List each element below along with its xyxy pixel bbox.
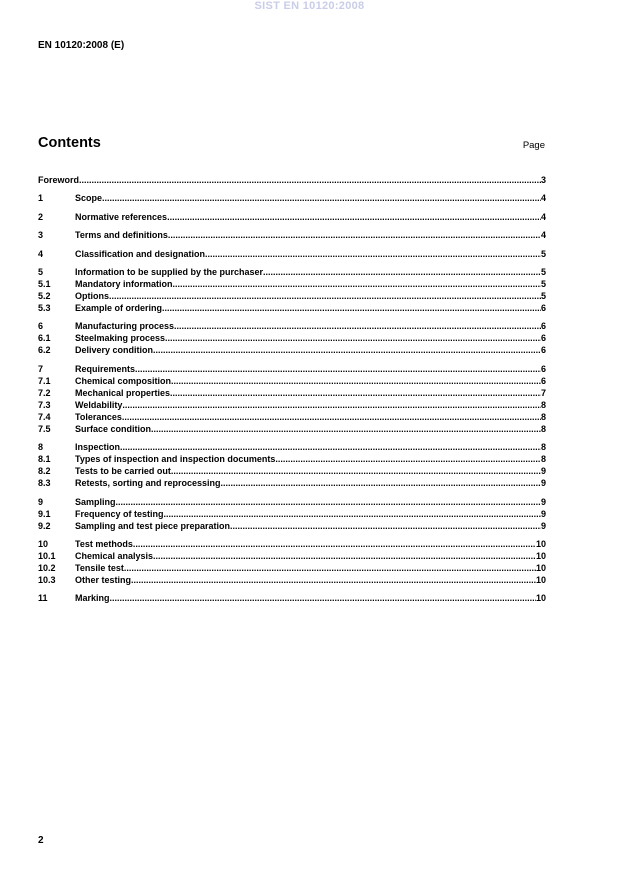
toc-entry-number: 7.5 bbox=[38, 423, 51, 434]
toc-entry[interactable] bbox=[38, 399, 546, 411]
toc-entry[interactable] bbox=[38, 496, 546, 508]
toc-entry-line bbox=[75, 423, 546, 435]
toc-entry-page: 5 bbox=[540, 278, 546, 289]
toc-entry-title: Sampling and test piece preparation bbox=[75, 520, 231, 531]
toc-entry[interactable] bbox=[38, 363, 546, 375]
toc-entry-line bbox=[75, 192, 546, 204]
toc-entry-line bbox=[75, 399, 546, 411]
toc-entry-page: 3 bbox=[540, 175, 546, 185]
toc-dot-leader bbox=[205, 248, 541, 260]
toc-entry-title: Steelmaking process bbox=[75, 333, 166, 344]
toc-entry-page: 9 bbox=[540, 508, 546, 519]
toc-entry-number: 7.1 bbox=[38, 375, 51, 386]
toc-entry[interactable] bbox=[38, 441, 546, 453]
toc-dot-leader bbox=[110, 592, 536, 604]
toc-entry[interactable] bbox=[38, 192, 546, 204]
toc-entry-number: 7.2 bbox=[38, 387, 51, 398]
toc-entry[interactable] bbox=[38, 387, 546, 399]
toc-entry-page: 6 bbox=[540, 375, 546, 386]
toc-entry[interactable] bbox=[38, 453, 546, 465]
toc-entry-page: 6 bbox=[540, 302, 546, 313]
toc-entry-title: Manufacturing process bbox=[75, 321, 175, 332]
toc-entry[interactable] bbox=[38, 574, 546, 586]
toc-entry-number: 5.3 bbox=[38, 302, 51, 313]
toc-entry-line bbox=[75, 344, 546, 356]
toc-entry[interactable] bbox=[38, 562, 546, 574]
toc-dot-leader bbox=[221, 477, 541, 489]
toc-entry-number: 9.2 bbox=[38, 520, 51, 531]
toc-dot-leader bbox=[122, 399, 541, 411]
toc-entry-line bbox=[75, 550, 546, 562]
toc-dot-leader bbox=[174, 320, 541, 332]
toc-entry-number: 7.3 bbox=[38, 399, 51, 410]
toc-entry-line bbox=[38, 174, 546, 186]
toc-entry-number: 10.1 bbox=[38, 550, 56, 561]
toc-entry-number: 8.2 bbox=[38, 466, 51, 477]
toc-entry-line bbox=[75, 453, 546, 465]
toc-entry[interactable] bbox=[38, 592, 546, 604]
toc-entry[interactable] bbox=[38, 248, 546, 260]
toc-entry-number: 11 bbox=[38, 593, 48, 604]
toc-dot-leader bbox=[151, 423, 541, 435]
toc-entry-page: 8 bbox=[540, 423, 546, 434]
toc-entry-line bbox=[75, 411, 546, 423]
toc-dot-leader bbox=[170, 387, 541, 399]
toc-entry-page: 8 bbox=[540, 411, 546, 422]
contents-title: Contents bbox=[38, 135, 101, 151]
toc-entry-line bbox=[75, 508, 546, 520]
toc-entry-title: Tests to be carried out bbox=[75, 466, 171, 477]
toc-dot-leader bbox=[79, 174, 541, 186]
toc-entry-title: Foreword bbox=[38, 175, 80, 185]
toc-dot-leader bbox=[116, 496, 541, 508]
toc-entry-number: 7 bbox=[38, 363, 44, 374]
toc-entry-number: 6.2 bbox=[38, 345, 51, 356]
toc-entry[interactable] bbox=[38, 465, 546, 477]
toc-entry-title: Mandatory information bbox=[75, 278, 173, 289]
document-id: EN 10120:2008 (E) bbox=[38, 40, 125, 51]
toc-entry-line bbox=[75, 387, 546, 399]
toc-entry[interactable] bbox=[38, 174, 546, 186]
toc-dot-leader bbox=[165, 332, 541, 344]
toc-dot-leader bbox=[133, 538, 536, 550]
toc-entry-number: 5.2 bbox=[38, 290, 51, 301]
toc-entry-number: 9.1 bbox=[38, 508, 51, 519]
toc-entry-page: 9 bbox=[540, 466, 546, 477]
toc-entry[interactable] bbox=[38, 477, 546, 489]
toc-entry-line bbox=[75, 320, 546, 332]
toc-dot-leader bbox=[120, 441, 541, 453]
toc-entry-line bbox=[75, 266, 546, 278]
toc-entry-page: 10 bbox=[535, 550, 546, 561]
toc-entry-number: 6 bbox=[38, 321, 44, 332]
toc-entry-number: 8 bbox=[38, 442, 44, 453]
toc-entry-title: Weldability bbox=[75, 399, 123, 410]
toc-entry-page: 6 bbox=[540, 333, 546, 344]
toc-dot-leader bbox=[173, 278, 541, 290]
toc-entry-number: 2 bbox=[38, 211, 44, 222]
toc-entry-title: Mechanical properties bbox=[75, 387, 171, 398]
toc-entry-title: Tolerances bbox=[75, 411, 122, 422]
toc-entry-page: 10 bbox=[535, 538, 546, 549]
toc-entry[interactable] bbox=[38, 550, 546, 562]
toc-entry-line bbox=[75, 477, 546, 489]
toc-entry-line bbox=[75, 375, 546, 387]
toc-dot-leader bbox=[135, 363, 541, 375]
toc-entry-line bbox=[75, 465, 546, 477]
toc-entry-line bbox=[75, 441, 546, 453]
toc-dot-leader bbox=[164, 508, 541, 520]
toc-entry-number: 6.1 bbox=[38, 333, 51, 344]
toc-entry[interactable] bbox=[38, 508, 546, 520]
toc-dot-leader bbox=[275, 453, 541, 465]
toc-dot-leader bbox=[153, 344, 541, 356]
toc-entry-page: 5 bbox=[540, 248, 546, 259]
toc-entry-number: 5.1 bbox=[38, 278, 51, 289]
toc-entry-title: Sampling bbox=[75, 496, 116, 507]
toc-entry[interactable] bbox=[38, 520, 546, 532]
toc-entry-number: 8.3 bbox=[38, 478, 51, 489]
toc-entry-title: Requirements bbox=[75, 363, 136, 374]
page-column-label: Page bbox=[522, 140, 545, 151]
page-number: 2 bbox=[38, 835, 44, 846]
toc-entry-line bbox=[75, 496, 546, 508]
watermark: SIST EN 10120:2008 bbox=[254, 0, 365, 12]
toc-entry-line bbox=[75, 248, 546, 260]
toc-entry-page: 6 bbox=[540, 345, 546, 356]
toc-entry-page: 5 bbox=[540, 290, 546, 301]
toc-entry-title: Retests, sorting and reprocessing bbox=[75, 478, 221, 489]
toc-dot-leader bbox=[124, 562, 536, 574]
toc-entry[interactable] bbox=[38, 278, 546, 290]
toc-entry-line bbox=[75, 538, 546, 550]
toc-entry-line bbox=[75, 290, 546, 302]
toc-entry-page: 9 bbox=[540, 520, 546, 531]
toc-entry[interactable] bbox=[38, 411, 546, 423]
toc-entry-number: 4 bbox=[38, 248, 44, 259]
toc-entry[interactable] bbox=[38, 344, 546, 356]
toc-entry[interactable] bbox=[38, 375, 546, 387]
toc-entry-line bbox=[75, 574, 546, 586]
toc-entry-line bbox=[75, 229, 546, 241]
toc-entry-page: 7 bbox=[540, 387, 546, 398]
toc-entry-line bbox=[75, 562, 546, 574]
toc-entry-title: Marking bbox=[75, 593, 110, 604]
toc-entry-title: Example of ordering bbox=[75, 302, 163, 313]
toc-entry[interactable] bbox=[38, 538, 546, 550]
toc-dot-leader bbox=[102, 192, 541, 204]
toc-entry-page: 10 bbox=[535, 574, 546, 585]
toc-entry-title: Inspection bbox=[75, 442, 121, 453]
toc-entry-page: 4 bbox=[540, 230, 546, 241]
toc-entry[interactable] bbox=[38, 320, 546, 332]
toc-dot-leader bbox=[162, 302, 541, 314]
toc-entry-title: Information to be supplied by the purchaser bbox=[75, 266, 264, 277]
toc-entry-number: 10.2 bbox=[38, 562, 56, 573]
table-of-contents bbox=[38, 174, 546, 604]
toc-entry-page: 6 bbox=[540, 363, 546, 374]
toc-entry[interactable] bbox=[38, 211, 546, 223]
toc-entry-title: Normative references bbox=[75, 211, 168, 222]
toc-entry[interactable] bbox=[38, 266, 546, 278]
toc-entry-number: 1 bbox=[38, 193, 44, 204]
toc-entry-page: 9 bbox=[540, 496, 546, 507]
toc-entry-page: 9 bbox=[540, 478, 546, 489]
toc-entry-page: 10 bbox=[535, 593, 546, 604]
toc-entry-title: Types of inspection and inspection documents bbox=[75, 454, 276, 465]
toc-entry[interactable] bbox=[38, 332, 546, 344]
toc-dot-leader bbox=[167, 211, 541, 223]
toc-entry[interactable] bbox=[38, 423, 546, 435]
toc-entry-number: 9 bbox=[38, 496, 44, 507]
toc-entry-number: 10.3 bbox=[38, 574, 56, 585]
toc-entry-page: 8 bbox=[540, 399, 546, 410]
toc-entry-page: 4 bbox=[540, 211, 546, 222]
toc-dot-leader bbox=[122, 411, 541, 423]
toc-dot-leader bbox=[168, 229, 541, 241]
toc-dot-leader bbox=[263, 266, 541, 278]
toc-entry-page: 4 bbox=[540, 193, 546, 204]
toc-entry-title: Other testing bbox=[75, 574, 132, 585]
toc-dot-leader bbox=[153, 550, 536, 562]
toc-entry-number: 8.1 bbox=[38, 454, 51, 465]
toc-entry-line bbox=[75, 211, 546, 223]
toc-dot-leader bbox=[131, 574, 536, 586]
toc-entry[interactable] bbox=[38, 229, 546, 241]
toc-entry-number: 10 bbox=[38, 538, 49, 549]
toc-entry-page: 5 bbox=[540, 266, 546, 277]
toc-entry-page: 8 bbox=[540, 454, 546, 465]
toc-dot-leader bbox=[109, 290, 541, 302]
toc-dot-leader bbox=[171, 375, 541, 387]
toc-entry-page: 6 bbox=[540, 321, 546, 332]
toc-entry-title: Surface condition bbox=[75, 423, 152, 434]
toc-entry-number: 7.4 bbox=[38, 411, 51, 422]
toc-entry[interactable] bbox=[38, 290, 546, 302]
toc-entry-title: Options bbox=[75, 290, 109, 301]
toc-entry-title: Chemical analysis bbox=[75, 550, 154, 561]
toc-entry-title: Classification and designation bbox=[75, 248, 206, 259]
toc-entry-page: 8 bbox=[540, 442, 546, 453]
toc-entry-number: 5 bbox=[38, 266, 44, 277]
toc-entry-title: Chemical composition bbox=[75, 375, 172, 386]
toc-entry-line bbox=[75, 363, 546, 375]
toc-entry-page: 10 bbox=[535, 562, 546, 573]
toc-entry-line bbox=[75, 520, 546, 532]
toc-entry-title: Test methods bbox=[75, 538, 133, 549]
toc-entry-line bbox=[75, 302, 546, 314]
toc-entry-title: Terms and definitions bbox=[75, 230, 168, 241]
toc-dot-leader bbox=[230, 520, 541, 532]
toc-entry-line bbox=[75, 278, 546, 290]
toc-entry-title: Delivery condition bbox=[75, 345, 154, 356]
toc-entry[interactable] bbox=[38, 302, 546, 314]
toc-entry-line bbox=[75, 332, 546, 344]
toc-dot-leader bbox=[171, 465, 541, 477]
toc-entry-title: Tensile test bbox=[75, 562, 124, 573]
toc-entry-number: 3 bbox=[38, 230, 44, 241]
toc-entry-title: Scope bbox=[75, 193, 103, 204]
toc-entry-line bbox=[75, 592, 546, 604]
toc-entry-title: Frequency of testing bbox=[75, 508, 164, 519]
